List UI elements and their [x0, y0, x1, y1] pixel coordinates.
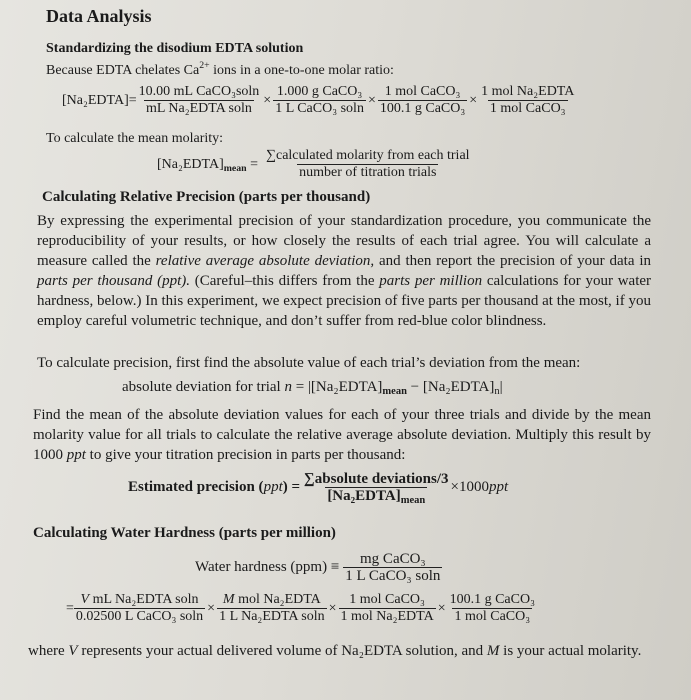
times-symbol: ×	[207, 600, 216, 616]
fraction-molar-mass	[378, 84, 467, 117]
fraction-molar-mass-2	[448, 592, 537, 625]
fraction-denominator: number of titration trials	[299, 165, 437, 180]
precision-lhs-text: Estimated precision (	[128, 479, 264, 495]
fraction-concentration	[273, 84, 366, 117]
mean-lhs	[157, 157, 258, 173]
chelation-text: Because EDTA chelates Ca	[46, 63, 200, 78]
section-heading-water-hardness: Calculating Water Hardness (parts per million)	[33, 525, 336, 541]
edta-molarity-equation	[62, 84, 576, 117]
equals-sign: =	[246, 156, 258, 172]
absdev-text: = |[Na₂EDTA]	[291, 379, 383, 395]
paragraph-text: and then report the precision of your data in	[374, 253, 652, 269]
mean-subscript: mean	[223, 162, 247, 174]
fraction-volume	[74, 592, 205, 625]
chelation-sentence	[46, 60, 394, 79]
paragraph-text: calculations for your water hardness, below.) In this experiment, we expect precision of five parts per thousand at the most, if you employ careful volumetric technique, and don’t suffer from red-blue color blindness.	[37, 273, 652, 329]
times-symbol: ×	[437, 600, 446, 616]
variable-v: V	[68, 643, 78, 659]
fraction-mole-ratio	[479, 84, 576, 117]
fraction-denominator: 1 mol CaCO₃	[489, 101, 566, 116]
precision-lhs-text: ) =	[282, 479, 301, 495]
fraction-denominator: 1 L CaCO₃ soln	[345, 568, 441, 584]
absdev-n-subscript: n	[494, 386, 500, 397]
numerator-text: mol Na₂EDTA	[234, 592, 321, 607]
mean-molarity-equation	[157, 148, 472, 181]
variable-m: M	[486, 643, 500, 659]
term-relative-deviation: relative average absolute deviation,	[155, 253, 375, 269]
absdev-mean-subscript: mean	[382, 386, 407, 397]
fraction-numerator	[79, 592, 201, 608]
absdev-text: absolute deviation for trial	[122, 379, 285, 395]
fraction-denominator: 1 mol CaCO₃	[454, 609, 531, 624]
page-title: Data Analysis	[46, 6, 152, 26]
denominator-main: [Na₂EDTA]	[327, 488, 401, 504]
chelation-text-end: ions in a one-to-one molar ratio:	[209, 63, 394, 78]
precision-lhs	[128, 479, 300, 496]
fraction-mean-molarity	[264, 148, 472, 181]
fraction-denominator: 1 L CaCO₃ soln	[275, 101, 364, 116]
numerator-text: mL Na₂EDTA soln	[89, 592, 199, 607]
calcium-charge: 2+	[199, 60, 210, 71]
paragraph-text: By expressing the experimental precision of your standardization procedure, you communicate the reproducibility of your results, or how closely the results of each trial agree. You will calculate a measure called the	[37, 213, 651, 269]
times-symbol: ×	[328, 600, 337, 616]
times-symbol: ×	[469, 92, 478, 108]
fraction-numerator: ∑absolute deviations/3	[304, 471, 449, 487]
times-symbol: ×	[263, 92, 272, 108]
fraction-numerator: ∑calculated molarity from each trial	[266, 148, 470, 163]
absdev-text: − [Na₂EDTA]	[406, 379, 495, 395]
water-hardness-lhs: Water hardness (ppm) ≡	[195, 559, 340, 575]
absolute-deviation-equation	[122, 379, 503, 396]
paragraph-text: Find the mean of the absolute deviation values for each of your three trials and divide by the mean molarity value for all trials to calculate the relative average absolute deviation. Multiply this result by 1000	[33, 407, 651, 463]
precision-instruction: To calculate precision, first find the absolute value of each trial’s deviation from the mean:	[37, 355, 581, 371]
fraction-mole-ratio-2	[339, 592, 436, 625]
water-hardness-calculation	[66, 592, 537, 625]
times-1000: ×1000	[450, 479, 489, 495]
fraction-numerator: 1 mol Na₂EDTA	[481, 84, 575, 99]
precision-mean-paragraph	[33, 405, 651, 465]
precision-paragraph	[37, 211, 651, 331]
term-ppt-unit: ppt	[66, 447, 86, 463]
mean-molarity-intro: To calculate the mean molarity:	[46, 131, 224, 146]
fraction-numerator: 1.000 g CaCO₃	[276, 84, 363, 99]
equals-sign: =	[66, 600, 74, 616]
paragraph-text: to give your titration precision in parts per thousand:	[85, 447, 406, 463]
absdev-text: |	[499, 379, 503, 395]
paragraph-text: represents your actual delivered volume of Na₂EDTA solution, and	[77, 643, 487, 659]
fraction-denominator	[325, 487, 427, 504]
paragraph-text: (Careful–this differs from the	[190, 273, 380, 289]
where-paragraph	[28, 641, 654, 661]
section-heading-precision: Calculating Relative Precision (parts per thousand)	[42, 189, 371, 205]
paragraph-text: is your actual molarity.	[499, 643, 642, 659]
fraction-denominator: 1 L Na₂EDTA soln	[219, 609, 325, 624]
fraction-numerator: 10.00 mL CaCO₃soln	[138, 84, 260, 99]
precision-lhs-ppt: ppt	[263, 479, 283, 495]
fraction-denominator: 100.1 g CaCO₃	[379, 101, 466, 116]
estimated-precision-equation	[128, 471, 508, 504]
term-ppm: parts per million	[379, 273, 483, 289]
denominator-subscript: mean	[400, 495, 426, 506]
fraction-numerator: 1 mol CaCO₃	[349, 592, 425, 607]
fraction-numerator: mg CaCO₃	[360, 551, 426, 567]
variable-m: M	[222, 592, 235, 607]
paragraph-text: where	[28, 643, 69, 659]
variable-v: V	[80, 592, 90, 607]
fraction-precision	[302, 471, 450, 504]
fraction-volume-ratio	[137, 84, 262, 117]
fraction-denominator: 0.02500 L CaCO₃ soln	[75, 609, 204, 624]
fraction-numerator: 100.1 g CaCO₃	[449, 592, 535, 607]
fraction-water-hardness	[343, 551, 442, 584]
term-ppt: parts per thousand (ppt).	[37, 273, 190, 289]
fraction-numerator	[221, 592, 323, 608]
fraction-molarity	[217, 592, 327, 625]
fraction-denominator: 1 mol Na₂EDTA	[340, 609, 434, 624]
fraction-numerator: 1 mol CaCO₃	[384, 84, 461, 99]
mean-lhs-main: [Na₂EDTA]	[157, 156, 224, 172]
fraction-denominator: mL Na₂EDTA soln	[146, 101, 252, 116]
times-symbol: ×	[367, 92, 376, 108]
absdev-n: n	[284, 379, 292, 395]
precision-unit-ppt: ppt	[488, 479, 509, 495]
section-heading-standardizing: Standardizing the disodium EDTA solution	[46, 41, 304, 56]
equation-lhs: [Na₂EDTA]=	[62, 92, 137, 108]
water-hardness-definition	[195, 551, 442, 584]
